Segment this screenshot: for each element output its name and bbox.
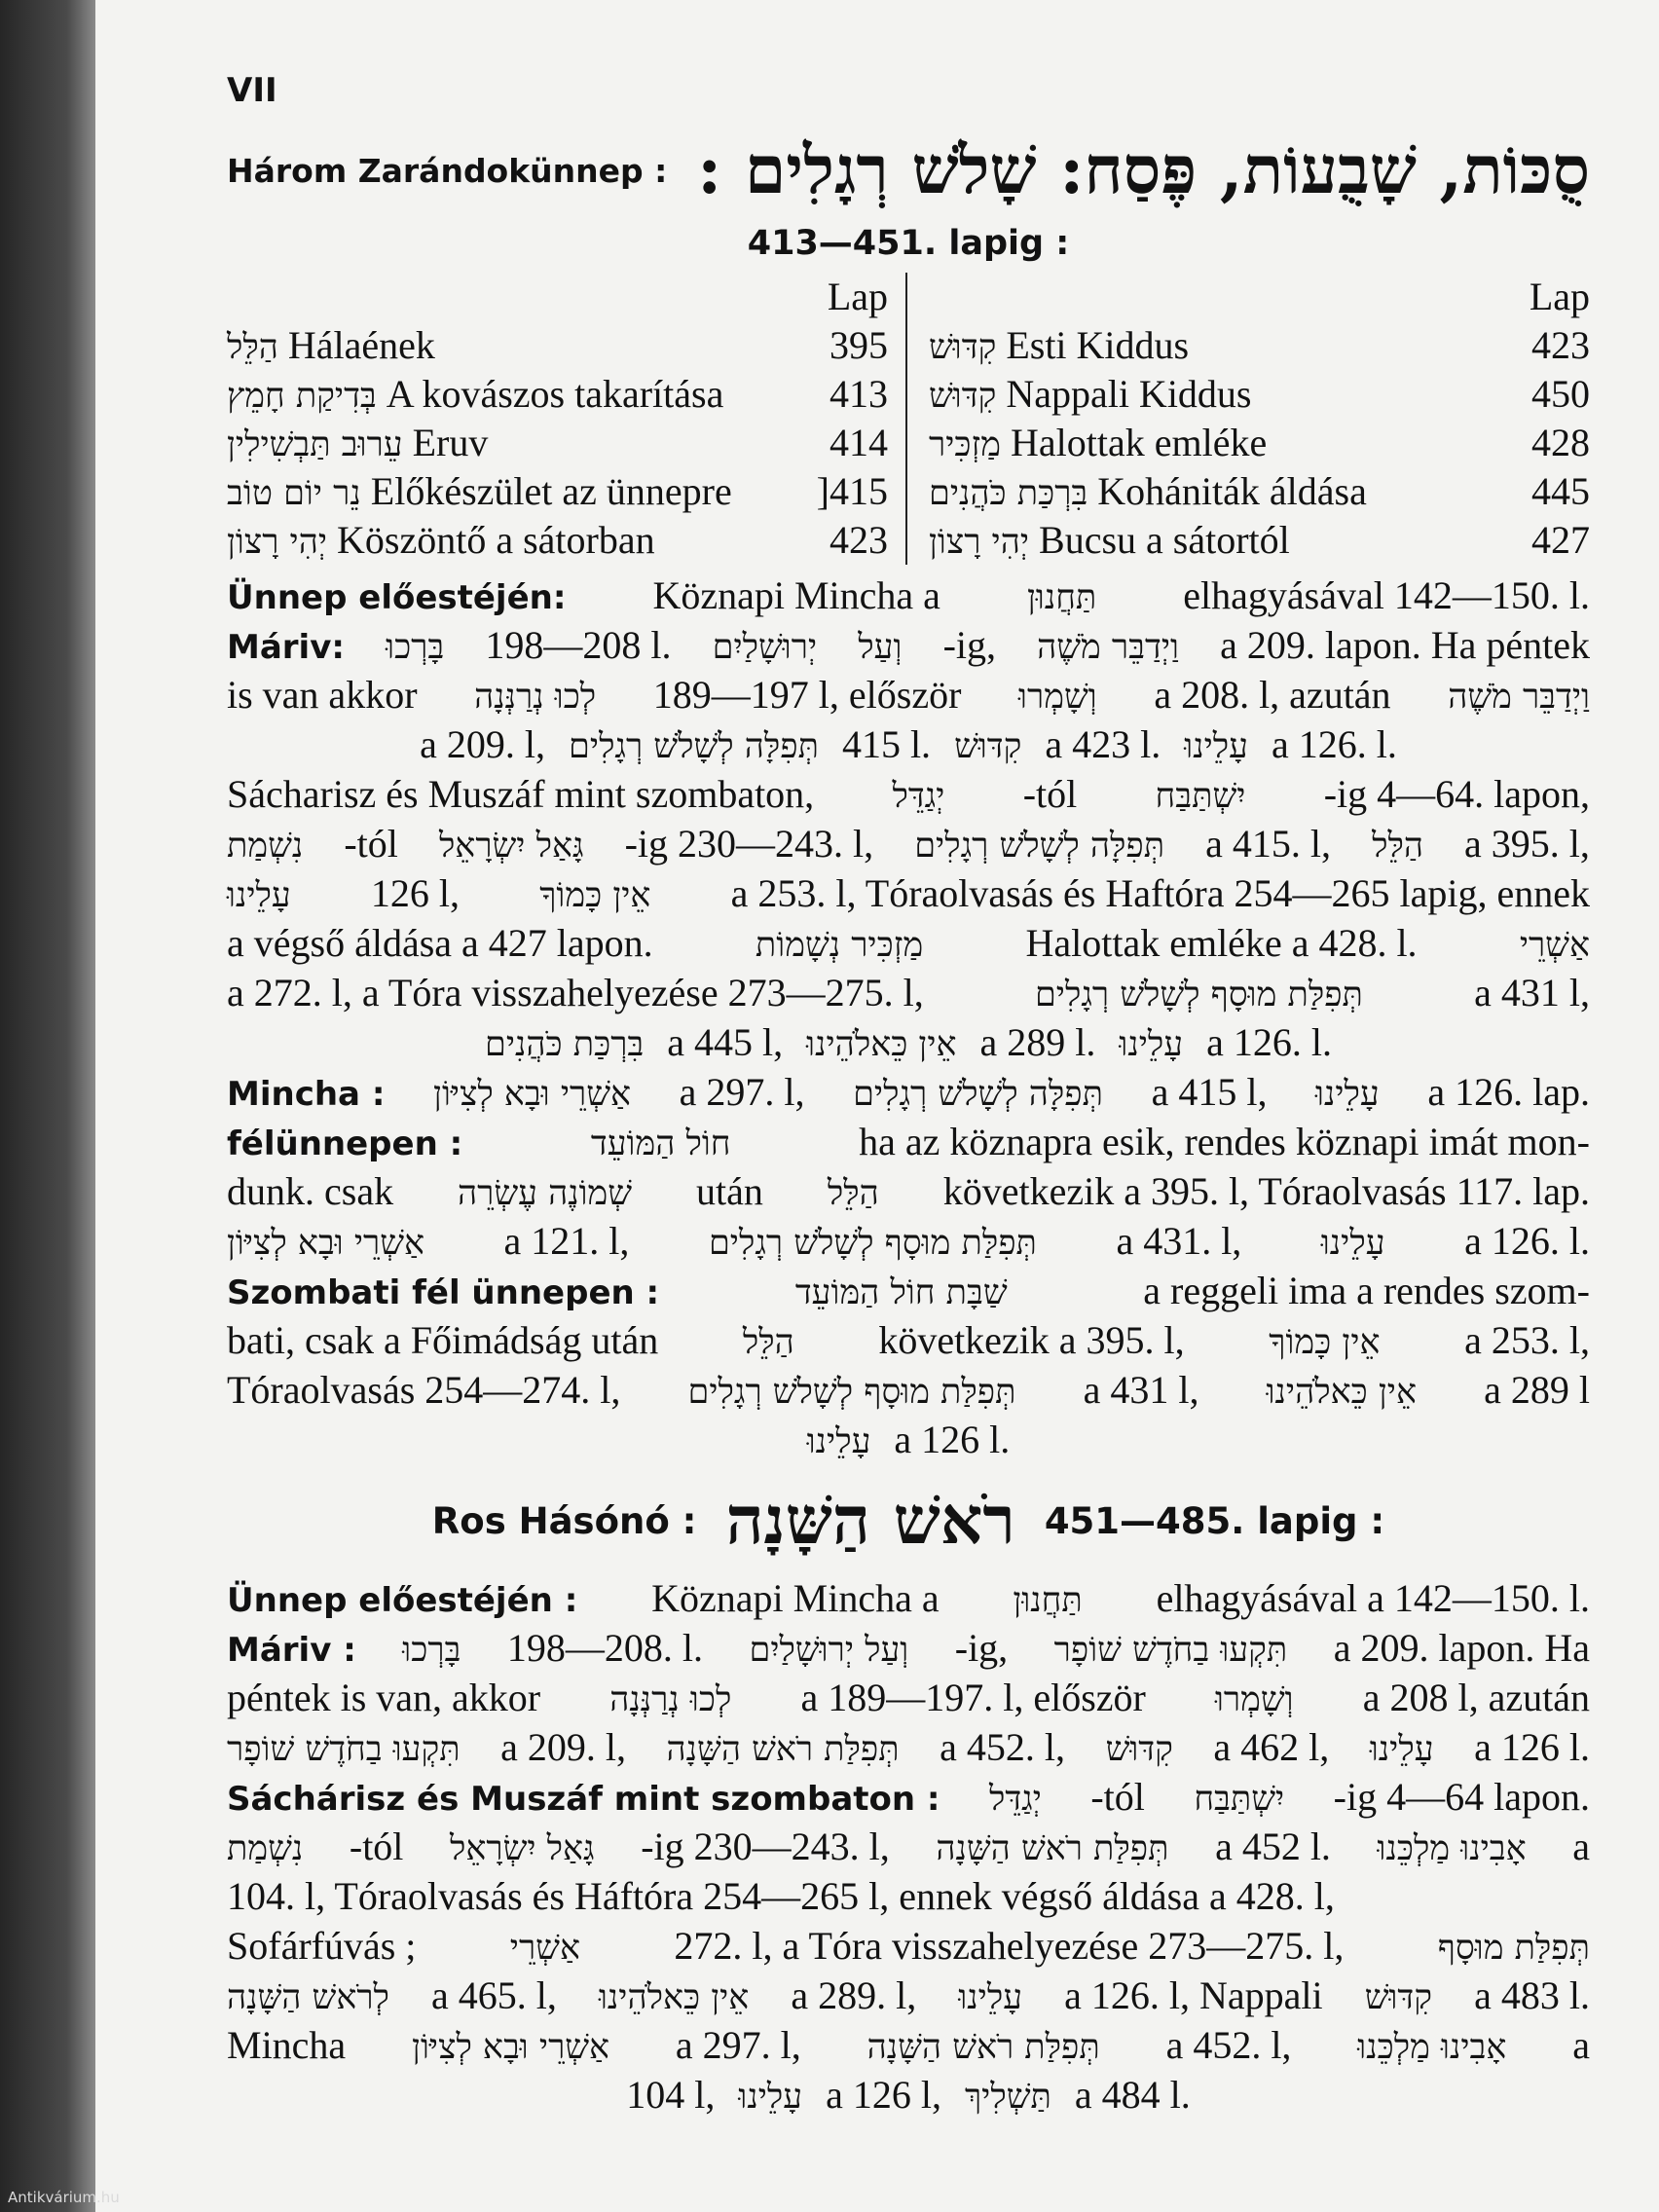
hebrew-phrase: תְּפִלַּת רֹאשׁ הַשָּׁנָה <box>866 2028 1100 2067</box>
hebrew-phrase: עָלֵינוּ <box>806 1422 871 1461</box>
index-entry <box>929 321 1590 370</box>
hebrew-phrase: תַּחֲנוּן <box>1013 1581 1083 1620</box>
text-segment: a 431 l, <box>1083 1368 1199 1412</box>
text-segment: Máriv: <box>227 628 345 667</box>
entry-hungarian: Hálaének <box>287 323 435 367</box>
hebrew-phrase: הַלֵּל <box>1372 827 1423 866</box>
hebrew-phrase: תְּפִלַּת מוּסָף לְשָׁלֹשׁ רְגָלִים <box>1034 976 1363 1014</box>
entry-label <box>227 370 723 419</box>
text-line <box>227 1822 1590 1871</box>
index-entry <box>929 370 1590 419</box>
prayer-index-left-column <box>227 273 907 565</box>
text-segment: a 423 l. <box>1045 722 1161 766</box>
entry-label <box>929 467 1367 516</box>
text-segment: 198—208 l. <box>485 623 672 667</box>
entry-hebrew: נֵר יוֹם טוֹב <box>227 474 361 513</box>
hebrew-phrase: הַלֵּל <box>827 1174 879 1213</box>
entry-hebrew: קִדּוּשׁ <box>929 328 997 367</box>
text-line <box>227 1166 1590 1216</box>
text-segment: a 126. lap. <box>1427 1070 1590 1114</box>
text-segment: 104 l, <box>626 2073 716 2117</box>
entry-hungarian: Nappali Kiddus <box>1006 372 1252 416</box>
entry-hungarian: Kohániták áldása <box>1097 469 1367 513</box>
text-segment: a 483 l. <box>1474 1973 1590 2017</box>
text-segment: 415 l. <box>841 722 932 766</box>
hebrew-phrase: אַשְׁרֵי וּבָא לְצִיּוֹן <box>227 1224 424 1263</box>
hebrew-phrase: נִשְׁמַת <box>227 827 304 866</box>
text-segment: 189—197 l, először <box>652 673 962 717</box>
hebrew-phrase: לְכוּ נְרַנְּנָה <box>609 1680 732 1719</box>
entry-hungarian: Köszöntő a sátorban <box>337 518 655 562</box>
text-segment: a 126. l. <box>1271 722 1397 766</box>
entry-hebrew: קִדּוּשׁ <box>929 377 997 416</box>
hebrew-phrase: קִדּוּשׁ <box>954 727 1022 766</box>
text-segment: dunk. csak <box>227 1169 394 1213</box>
section-title-hebrew: רֹאשׁ הַשָּׁנָה <box>725 1481 1015 1560</box>
entry-page-number: ]415 <box>816 469 888 513</box>
text-segment: a 415. l, <box>1205 822 1332 866</box>
entry-hebrew: בְּדִיקַת חָמֵץ <box>227 377 377 416</box>
entry-label <box>929 419 1267 467</box>
hebrew-phrase: אָבִינוּ מַלְכֵּנוּ <box>1377 1829 1527 1868</box>
text-segment: elhagyásával a 142—150. l. <box>1156 1576 1590 1620</box>
text-line <box>227 1415 1590 1464</box>
entry-hungarian: Esti Kiddus <box>1006 323 1190 367</box>
hebrew-phrase: עָלֵינוּ <box>1315 1075 1380 1114</box>
hebrew-phrase: תִּקְעוּ בַחֹדֶשׁ שׁוֹפָר <box>227 1730 461 1769</box>
text-segment: a 126 l. <box>1474 1725 1590 1769</box>
page-range: 413—451. lapig : <box>747 224 1070 263</box>
text-segment: a 126 l. <box>894 1418 1011 1461</box>
entry-hebrew: יְהִי רָצוֹן <box>227 523 328 562</box>
text-segment: -ig 4—64 lapon. <box>1333 1775 1590 1819</box>
hebrew-phrase: אֵין כָּמוֹךָ <box>539 876 651 915</box>
entry-label <box>929 321 1189 370</box>
hebrew-phrase: תַּשְׁלִיךְ <box>964 2078 1051 2117</box>
text-segment: Ünnep előestéjén : <box>227 1581 578 1620</box>
text-line <box>227 1921 1590 1971</box>
text-line <box>227 918 1590 968</box>
festival-instructions <box>227 571 1590 1464</box>
section-title-hebrew: סֻכּוֹת, שָׁבֻעוֹת, פֶּסַח: שָׁלֹשׁ רְגָלִים : <box>697 130 1590 209</box>
entry-hungarian: Bucsu a sátortól <box>1039 518 1290 562</box>
index-entry <box>929 516 1590 565</box>
hebrew-phrase: אַשְׁרֵי <box>509 1929 580 1968</box>
index-entry <box>929 467 1590 516</box>
text-segment: a 289 l <box>1484 1368 1590 1412</box>
hebrew-phrase: אָבִינוּ מַלְכֵּנוּ <box>1357 2028 1507 2067</box>
text-segment: Sofárfúvás ; <box>227 1924 417 1968</box>
prayer-index-right-column <box>907 273 1590 565</box>
hebrew-phrase: וְעַל יְרוּשָׁלַיִם <box>749 1631 909 1670</box>
text-line <box>227 2070 1590 2120</box>
text-segment: a 121. l, <box>503 1219 630 1263</box>
hebrew-phrase: אַשְׁרֵי <box>1519 926 1590 965</box>
entry-hebrew: עֵרוּב תַּבְשִׁילִין <box>227 425 403 464</box>
text-segment: Máriv : <box>227 1631 356 1670</box>
text-segment: a 415 l, <box>1151 1070 1268 1114</box>
text-segment: következik a 395. l, <box>878 1318 1185 1362</box>
text-segment: -tól <box>349 1825 404 1868</box>
text-segment: Halottak emléke a 428. l. <box>1025 921 1418 965</box>
hebrew-phrase: תְּפִלַּת רֹאשׁ הַשָּׁנָה <box>936 1829 1169 1868</box>
entry-label <box>227 321 435 370</box>
hebrew-phrase: אֵין כֵּאלֹהֵינוּ <box>598 1978 750 2017</box>
text-segment: Sáchárisz és Muszáf mint szombaton : <box>227 1780 940 1819</box>
hebrew-phrase: יְרוּשָׁלַיִם <box>712 628 818 667</box>
text-segment: 272. l, a Tóra visszahelyezése 273—275. l, <box>674 1924 1345 1968</box>
text-segment: következik a 395. l, Tóraolvasás 117. lap. <box>942 1169 1590 1213</box>
entry-page-number: 414 <box>830 421 888 464</box>
hebrew-phrase: בָּרְכוּ <box>402 1631 461 1670</box>
text-line <box>227 868 1590 918</box>
entry-label <box>227 419 488 467</box>
hebrew-phrase: תְּפִלַּת רֹאשׁ הַשָּׁנָה <box>666 1730 900 1769</box>
hebrew-phrase: קִדּוּשׁ <box>1105 1730 1173 1769</box>
text-segment: -ig, <box>942 623 996 667</box>
text-segment: a 452. l, <box>940 1725 1066 1769</box>
text-segment: a 484 l. <box>1074 2073 1191 2117</box>
text-line <box>227 1017 1590 1067</box>
text-segment: Köznapi Mincha a <box>652 573 940 617</box>
text-segment: 198—208. l. <box>506 1626 704 1670</box>
text-line <box>227 1117 1590 1166</box>
hebrew-phrase: וַיְדַבֵּר מֹשֶׁה <box>1037 628 1179 667</box>
text-segment: a 289. l, <box>791 1973 917 2017</box>
text-segment: a 297. l, <box>679 1070 805 1114</box>
text-segment: a 126 l, <box>826 2073 941 2117</box>
hebrew-phrase: עָלֵינוּ <box>1320 1224 1385 1263</box>
entry-label <box>227 516 655 565</box>
section-title-rosh-hashanah <box>227 1474 1590 1567</box>
entry-label <box>929 516 1290 565</box>
text-segment: Köznapi Mincha a <box>651 1576 940 1620</box>
hebrew-phrase: יִשְׁתַּבַּח <box>1155 777 1246 816</box>
hebrew-phrase: בָּרְכוּ <box>386 628 445 667</box>
text-line <box>227 620 1590 670</box>
hebrew-phrase: אֵין כֵּאלֹהֵינוּ <box>1266 1373 1417 1412</box>
entry-page-number: 423 <box>1531 323 1590 367</box>
text-segment: a 452 l. <box>1215 1825 1331 1868</box>
hebrew-phrase: עָלֵינוּ <box>958 1978 1023 2017</box>
text-segment: a 289 l. <box>979 1020 1096 1064</box>
entry-page-number: 423 <box>830 518 888 562</box>
hebrew-phrase: וְשָׁמְרוּ <box>1018 678 1097 717</box>
text-segment: -ig 230—243. l, <box>624 822 874 866</box>
text-segment: -ig 230—243. l, <box>641 1825 890 1868</box>
text-segment: a reggeli ima a rendes szom- <box>1143 1269 1590 1312</box>
index-entry <box>227 370 888 419</box>
entry-page-number: 413 <box>830 372 888 416</box>
text-line <box>227 769 1590 819</box>
text-segment: Ünnep előestéjén: <box>227 578 567 617</box>
rosh-hashanah-instructions <box>227 1573 1590 2120</box>
text-segment: a 465. l, <box>430 1973 557 2017</box>
entry-hebrew: בִּרְכַּת כֹּהֲנִים <box>929 474 1088 513</box>
index-entry <box>227 419 888 467</box>
hebrew-phrase: גָּאַל יִשְׂרָאֵל <box>450 1829 595 1868</box>
text-segment: a 209. lapon. Ha <box>1333 1626 1590 1670</box>
hebrew-phrase: עָלֵינוּ <box>738 2078 803 2117</box>
text-segment: a 209. l, <box>500 1725 626 1769</box>
hebrew-phrase: אֵין כֵּאלֹהֵינוּ <box>806 1025 957 1064</box>
text-segment: Sácharisz és Muszáf mint szombaton, <box>227 772 815 816</box>
text-segment: Szombati fél ünnepen : <box>227 1273 660 1312</box>
hebrew-phrase: אַשְׁרֵי וּבָא לְצִיּוֹן <box>412 2028 610 2067</box>
entry-hebrew: הַלֵּל <box>227 328 278 367</box>
hebrew-phrase: תְּפִלַּת מוּסָף לְשָׁלֹשׁ רְגָלִים <box>708 1224 1037 1263</box>
text-segment: a 431 l, <box>1474 971 1590 1014</box>
page-content <box>227 66 1590 2120</box>
column-header-lap: Lap <box>827 275 888 318</box>
text-segment: a 431. l, <box>1116 1219 1242 1263</box>
text-segment: -ig, <box>954 1626 1009 1670</box>
text-segment: a 208. l, azután <box>1154 673 1391 717</box>
text-line <box>227 1772 1590 1822</box>
text-segment: a 209. l, <box>420 722 546 766</box>
hebrew-phrase: הַלֵּל <box>742 1323 794 1362</box>
entry-hungarian: Eruv <box>412 421 489 464</box>
column-header-lap: Lap <box>1529 275 1590 318</box>
entry-page-number: 428 <box>1531 421 1590 464</box>
text-segment: a 297. l, <box>675 2023 801 2067</box>
text-line <box>227 670 1590 719</box>
text-line <box>227 1067 1590 1117</box>
text-line <box>227 1623 1590 1673</box>
hebrew-phrase: יִשְׁתַּבַּח <box>1194 1780 1285 1819</box>
text-line <box>227 1266 1590 1315</box>
text-segment: a végső áldása a 427 lapon. <box>227 921 653 965</box>
text-line <box>227 1722 1590 1772</box>
hebrew-phrase: גָּאַל יִשְׂרָאֵל <box>438 827 584 866</box>
text-segment: -tól <box>1022 772 1078 816</box>
book-page <box>95 0 1659 2212</box>
hebrew-phrase: קִדּוּשׁ <box>1364 1978 1432 2017</box>
hebrew-phrase: תְּפִלַּת מוּסָף לְשָׁלֹשׁ רְגָלִים <box>687 1373 1016 1412</box>
watermark: Antikvárium.hu <box>8 2189 120 2206</box>
text-segment: a 126. l, Nappali <box>1064 1973 1323 2017</box>
entry-page-number: 427 <box>1531 518 1590 562</box>
text-segment: a 209. lapon. Ha péntek <box>1220 623 1590 667</box>
text-line <box>227 1673 1590 1722</box>
hebrew-phrase: נִשְׁמַת <box>227 1829 304 1868</box>
hebrew-phrase: שַׁבָּת חוֹל הַמּוֹעֵד <box>794 1273 1008 1312</box>
text-line <box>227 1216 1590 1266</box>
text-segment: a 462 l, <box>1213 1725 1330 1769</box>
hebrew-phrase: עָלֵינוּ <box>227 876 291 915</box>
section-title-hungarian: Ros Hásónó : <box>431 1499 697 1542</box>
index-entry <box>929 419 1590 467</box>
text-line <box>227 2020 1590 2070</box>
text-segment: péntek is van, akkor <box>227 1676 541 1719</box>
entry-page-number: 450 <box>1531 372 1590 416</box>
hebrew-phrase: וְשָׁמְרוּ <box>1214 1680 1294 1719</box>
text-segment: a 126. l. <box>1464 1219 1590 1263</box>
entry-hungarian: A kovászos takarítása <box>386 372 724 416</box>
entry-hungarian: Előkészület az ünnepre <box>370 469 732 513</box>
text-segment: a 253. l, <box>1464 1318 1590 1362</box>
hebrew-phrase: תְּפִלַּת מוּסָף <box>1437 1929 1590 1968</box>
text-segment: a <box>1572 2023 1590 2067</box>
entry-page-number: 445 <box>1531 469 1590 513</box>
text-line <box>227 571 1590 620</box>
entry-label <box>227 467 732 516</box>
text-segment: is van akkor <box>227 673 418 717</box>
hebrew-phrase: יְגַדֵּל <box>892 777 945 816</box>
text-segment: Mincha <box>227 2023 347 2067</box>
book-binding-edge <box>0 0 95 2212</box>
hebrew-phrase: אֵין כָּמוֹךָ <box>1269 1323 1381 1362</box>
text-segment: a 208 l, azután <box>1362 1676 1590 1719</box>
text-line <box>227 1315 1590 1365</box>
hebrew-phrase: בִּרְכַּת כֹּהֲנִים <box>485 1025 645 1064</box>
hebrew-phrase: עָלֵינוּ <box>1369 1730 1434 1769</box>
hebrew-phrase: אַשְׁרֵי וּבָא לְצִיּוֹן <box>433 1075 632 1114</box>
section-title-hungarian: Három Zarándokünnep : <box>227 151 668 190</box>
hebrew-phrase: עָלֵינוּ <box>1119 1025 1184 1064</box>
text-segment: a 395. l, <box>1464 822 1590 866</box>
text-segment: Tóraolvasás 254—274. l, <box>227 1368 621 1412</box>
text-segment: 126 l, <box>370 871 461 915</box>
text-segment: a 452. l, <box>1165 2023 1292 2067</box>
entry-hungarian: Halottak emléke <box>1010 421 1268 464</box>
hebrew-phrase: עָלֵינוּ <box>1184 727 1248 766</box>
text-segment: Mincha : <box>227 1075 386 1114</box>
index-entry <box>227 516 888 565</box>
section-title-three-festivals <box>227 127 1590 214</box>
hebrew-phrase: לְכוּ נְרַנְּנָה <box>474 678 597 717</box>
text-segment: a 253. l, Tóraolvasás és Haftóra 254—265 lapig, ennek <box>730 871 1590 915</box>
prayer-index-table <box>227 273 1590 565</box>
hebrew-phrase: תִּקְעוּ בַחֹדֶשׁ שׁוֹפָר <box>1053 1631 1288 1670</box>
text-segment: -tól <box>344 822 398 866</box>
text-segment: félünnepen : <box>227 1124 463 1163</box>
hebrew-phrase: שְׁמוֹנֶה עֶשְׂרֵה <box>458 1174 633 1213</box>
hebrew-phrase: תְּפִלָּה לְשָׁלֹשׁ רְגָלִים <box>914 827 1165 866</box>
entry-hebrew: מַזְכִּיר <box>929 425 1001 464</box>
text-segment: elhagyásával 142—150. l. <box>1183 573 1590 617</box>
hebrew-phrase: תְּפִלָּה לְשָׁלֹשׁ רְגָלִים <box>853 1075 1103 1114</box>
page-number: VII <box>227 71 277 110</box>
hebrew-phrase: חוֹל הַמּוֹעֵד <box>590 1124 731 1163</box>
text-line <box>227 968 1590 1017</box>
text-segment: ha az köznapra esik, rendes köznapi imát mon- <box>859 1120 1590 1163</box>
text-segment: 104. l, Tóraolvasás és Háftóra 254—265 l, ennek végső áldása a 428. l, <box>227 1874 1335 1918</box>
entry-hebrew: יְהִי רָצוֹן <box>929 523 1030 562</box>
text-segment: -ig 4—64. lapon, <box>1323 772 1590 816</box>
text-segment: a 189—197. l, először <box>800 1676 1146 1719</box>
index-entry <box>227 467 888 516</box>
text-segment: bati, csak a Főimádság után <box>227 1318 659 1362</box>
text-segment: -tól <box>1090 1775 1145 1819</box>
text-line <box>227 819 1590 868</box>
hebrew-phrase: יְגַדֵּל <box>988 1780 1042 1819</box>
hebrew-phrase: וַיְדַבֵּר מֹשֶׁה <box>1448 678 1590 717</box>
entry-page-number: 395 <box>830 323 888 367</box>
text-line <box>227 1871 1590 1921</box>
text-line <box>227 719 1590 769</box>
hebrew-phrase: מַזְכִּיר נְשָׁמוֹת <box>755 926 924 965</box>
text-segment: a 272. l, a Tóra visszahelyezése 273—275. l, <box>227 971 924 1014</box>
text-line <box>227 1573 1590 1623</box>
text-segment: a 445 l, <box>667 1020 784 1064</box>
index-entry <box>227 321 888 370</box>
hebrew-phrase: לְרֹאשׁ הַשָּׁנָה <box>227 1978 389 2017</box>
text-line <box>227 1971 1590 2020</box>
text-line <box>227 1365 1590 1415</box>
entry-label <box>929 370 1252 419</box>
hebrew-phrase: וְעַל <box>858 628 903 667</box>
hebrew-phrase: תְּפִלָּה לְשָׁלֹשׁ רְגָלִים <box>569 727 819 766</box>
text-segment: után <box>696 1169 763 1213</box>
text-segment: a 126. l. <box>1206 1020 1332 1064</box>
text-segment: a <box>1572 1825 1590 1868</box>
page-range: 451—485. lapig : <box>1044 1499 1385 1542</box>
hebrew-phrase: תַּחֲנוּן <box>1026 578 1097 617</box>
